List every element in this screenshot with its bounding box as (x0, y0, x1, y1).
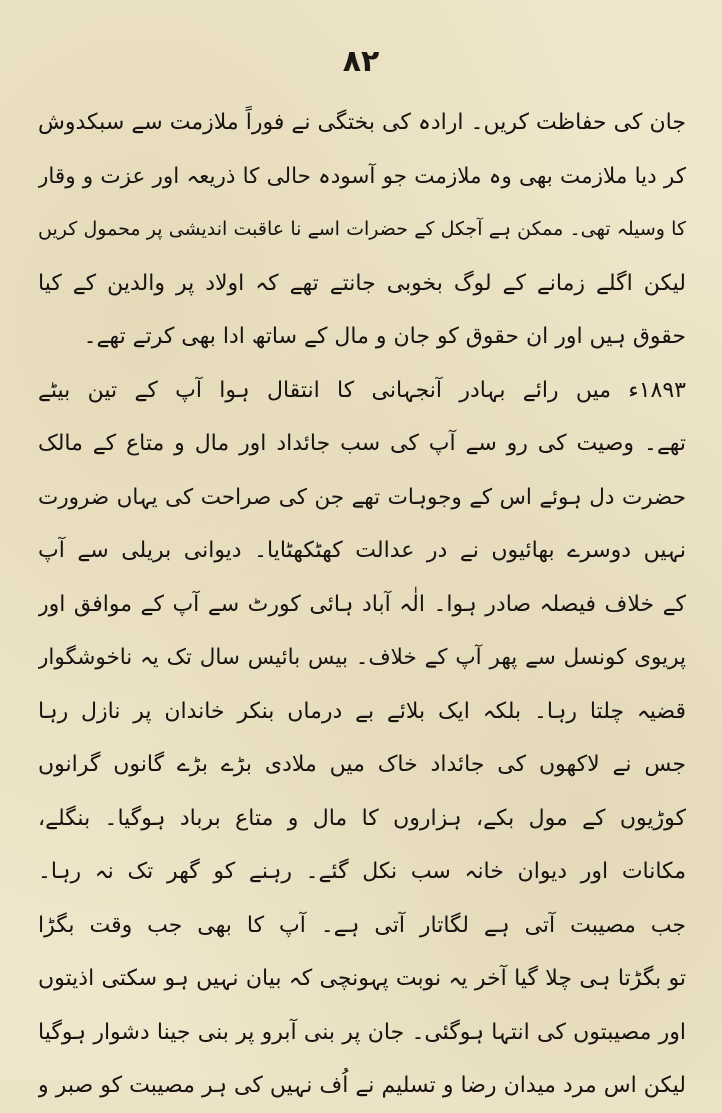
text-line-4: لیکن اگلے زمانے کے لوگ بخوبی جانتے تھے کہ اولاد پر والدین کے کیا (38, 270, 686, 296)
text-line-14: کوڑیوں کے مول بکے، ہزاروں کا مال و متاع برباد ہوگیا۔ بنگلے، (38, 805, 686, 831)
text-line-9: نہیں دوسرے بھائیوں نے در عدالت کھٹکھٹایا۔ دیوانی بریلی سے آپ (38, 538, 686, 563)
text-line-5: حقوق ہیں اور ان حقوق کو جان و مال کے ساتھ ادا بھی کرتے تھے۔ (83, 324, 686, 349)
body-text (38, 96, 686, 1113)
text-line-7: تھے۔ وصیت کی رو سے آپ کی سب جائداد اور مال و متاع کے مالک (38, 431, 686, 456)
text-line-13: جس نے لاکھوں کی جائداد خاک میں ملادی بڑے بڑے گانوں گرانوں (38, 752, 686, 777)
text-line-16: جب مصیبت آتی ہے لگاتار آتی ہے۔ آپ کا بھی جب وقت بگڑا (38, 912, 686, 938)
text-line-6: ۱۸۹۳ء میں رائے بہادر آنجہانی کا انتقال ہوا آپ کے تین بیٹے (38, 377, 686, 403)
text-line-1: جان کی حفاظت کریں۔ ارادہ کی بختگی نے فوراً ملازمت سے سبکدوش (38, 110, 686, 135)
page-number: ۸۲ (342, 44, 380, 79)
text-line-3: کا وسیلہ تھی۔ ممکن ہے آجکل کے حضرات اسے نا عاقبت اندیشی پر محمول کریں (38, 218, 686, 240)
text-line-12: قضیہ چلتا رہا۔ بلکہ ایک بلائے بے درماں بنکر خاندان پر نازل رہا (38, 698, 686, 724)
text-line-15: مکانات اور دیوان خانہ سب نکل گئے۔ رہنے کو گھر تک نہ رہا۔ (38, 859, 686, 884)
text-line-8: حضرت دل ہوئے اس کے وجوہات تھے جن کی صراحت کی یہاں ضرورت (38, 484, 686, 510)
text-line-11: پریوی کونسل سے پھر آپ کے خلاف۔ بیس بائیس سال تک یہ ناخوشگوار (38, 645, 686, 670)
text-line-17: تو بگڑتا ہی چلا گیا آخر یہ نوبت پہونچی کہ بیان نہیں ہو سکتی اذیتوں (38, 966, 686, 991)
text-line-18: اور مصیبتوں کی انتہا ہوگئی۔ جان پر بنی آبرو پر بنی جینا دشوار ہوگیا (38, 1019, 686, 1045)
text-line-19: لیکن اس مرد میدان رضا و تسلیم نے اُف نہیں کی ہر مصیبت کو صبر و (38, 1073, 686, 1098)
text-line-10: کے خلاف فیصلہ صادر ہوا۔ الٰہ آباد ہائی کورٹ سے آپ کے موافق اور (38, 591, 686, 617)
text-line-2: کر دیا ملازمت بھی وہ ملازمت جو آسودہ حالی کا ذریعہ اور عزت و وقار (38, 163, 686, 189)
